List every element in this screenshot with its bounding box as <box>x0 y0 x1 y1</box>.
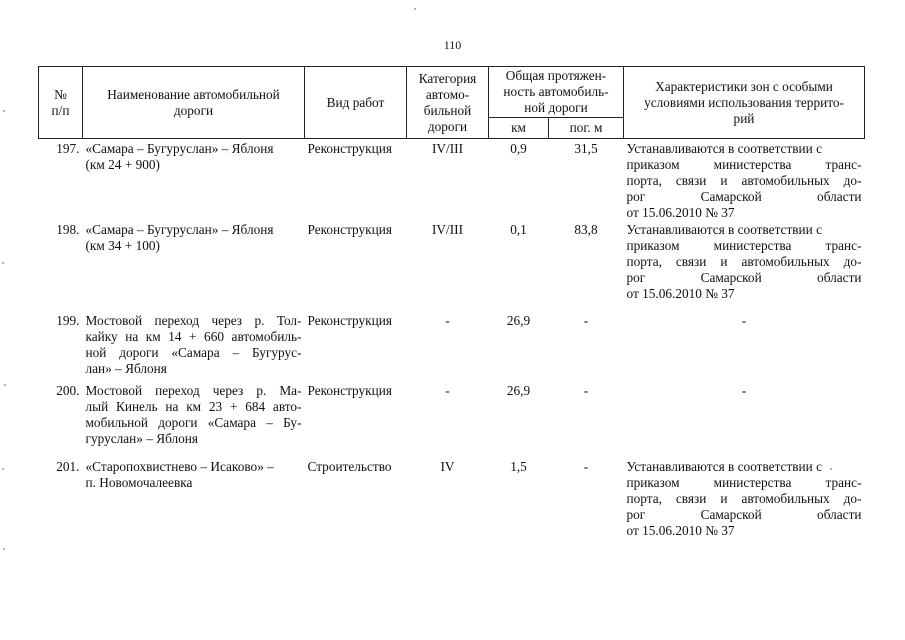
header-length-km: км <box>489 118 549 139</box>
table-row <box>39 459 865 549</box>
header-road-name: Наименование автомобильной дороги <box>83 67 305 139</box>
table-row <box>39 222 865 313</box>
length-pog: - <box>583 382 589 398</box>
row-number: 197. <box>56 141 80 156</box>
page-number: 110 <box>443 38 462 52</box>
row-number: 198. <box>56 221 80 237</box>
scan-speck <box>2 468 4 470</box>
work-type: Реконструкция <box>307 141 392 156</box>
zone-characteristics: Устанавливаются в соответствии с приказом министерства транс- порта, связи и автомобильных до- рог Самарской области от 15.06.2010 № 37 <box>626 141 862 220</box>
road-name: «Старопохвистнево – Исаково» – п. Новомочалеевка <box>85 458 274 490</box>
length-pog: - <box>583 312 589 328</box>
length-pog: 83,8 <box>574 221 598 237</box>
road-name: «Самара – Бугуруслан» – Яблоня (км 34 + 100) <box>85 221 274 253</box>
length-pog: - <box>583 458 589 474</box>
scan-speck <box>4 384 6 386</box>
work-type: Реконструкция <box>307 312 392 328</box>
row-number: 200. <box>56 382 80 398</box>
length-km: 26,9 <box>506 312 531 328</box>
scan-speck <box>3 548 5 550</box>
scan-speck <box>3 110 5 112</box>
road-name: «Самара – Бугуруслан» – Яблоня (км 24 + 900) <box>85 141 274 172</box>
work-type: Реконструкция <box>307 221 392 237</box>
road-category: IV/III <box>431 221 463 237</box>
header-work-type: Вид работ <box>305 67 407 139</box>
scan-speck <box>414 8 416 10</box>
roads-table <box>38 66 865 549</box>
table-row <box>39 313 865 383</box>
scan-speck <box>2 262 4 264</box>
zone-characteristics: - <box>741 312 747 328</box>
header-category: Категория автомо- бильной дороги <box>407 67 489 139</box>
road-category: IV/III <box>431 141 463 156</box>
zone-characteristics: - <box>741 382 747 398</box>
row-number: 199. <box>56 312 80 328</box>
scan-speck <box>830 468 832 470</box>
length-km: 0,9 <box>510 141 527 156</box>
zone-characteristics: Устанавливаются в соответствии с приказом министерства транс- порта, связи и автомобильных до- рог Самарской области от 15.06.2010 № 37 <box>626 458 862 538</box>
header-zone-characteristics: Характеристики зон с особыми условиями использования террито- рий <box>624 67 865 139</box>
length-km: 1,5 <box>510 458 527 474</box>
zone-characteristics: Устанавливаются в соответствии с приказом министерства транс- порта, связи и автомобильных до- рог Самарской области от 15.06.2010 № 37 <box>626 221 862 301</box>
road-category: - <box>445 382 450 398</box>
header-total-length: Общая протяжен- ность автомобиль- ной дороги <box>489 67 624 118</box>
table-body <box>39 139 865 549</box>
table-row <box>39 383 865 459</box>
road-category: IV <box>440 458 455 474</box>
road-category: - <box>445 312 450 328</box>
table-row <box>39 139 865 222</box>
table-header-row <box>39 67 865 118</box>
header-num: № п/п <box>39 67 83 139</box>
work-type: Реконструкция <box>307 382 392 398</box>
work-type: Строительство <box>307 458 392 474</box>
length-km: 26,9 <box>506 382 531 398</box>
header-length-pog: пог. м <box>549 118 624 139</box>
road-name: Мостовой переход через р. Тол- кайку на км 14 + 660 автомобиль- ной дороги «Самара – Бугурус- лан» – Яблоня <box>85 312 302 376</box>
length-pog: 31,5 <box>574 141 598 156</box>
row-number: 201. <box>56 458 80 474</box>
length-km: 0,1 <box>510 221 527 237</box>
road-name: Мостовой переход через р. Ма- лый Кинель на км 23 + 684 авто- мобильной дороги «Самара – Бу- гуруслан» – Яблоня <box>85 382 302 446</box>
